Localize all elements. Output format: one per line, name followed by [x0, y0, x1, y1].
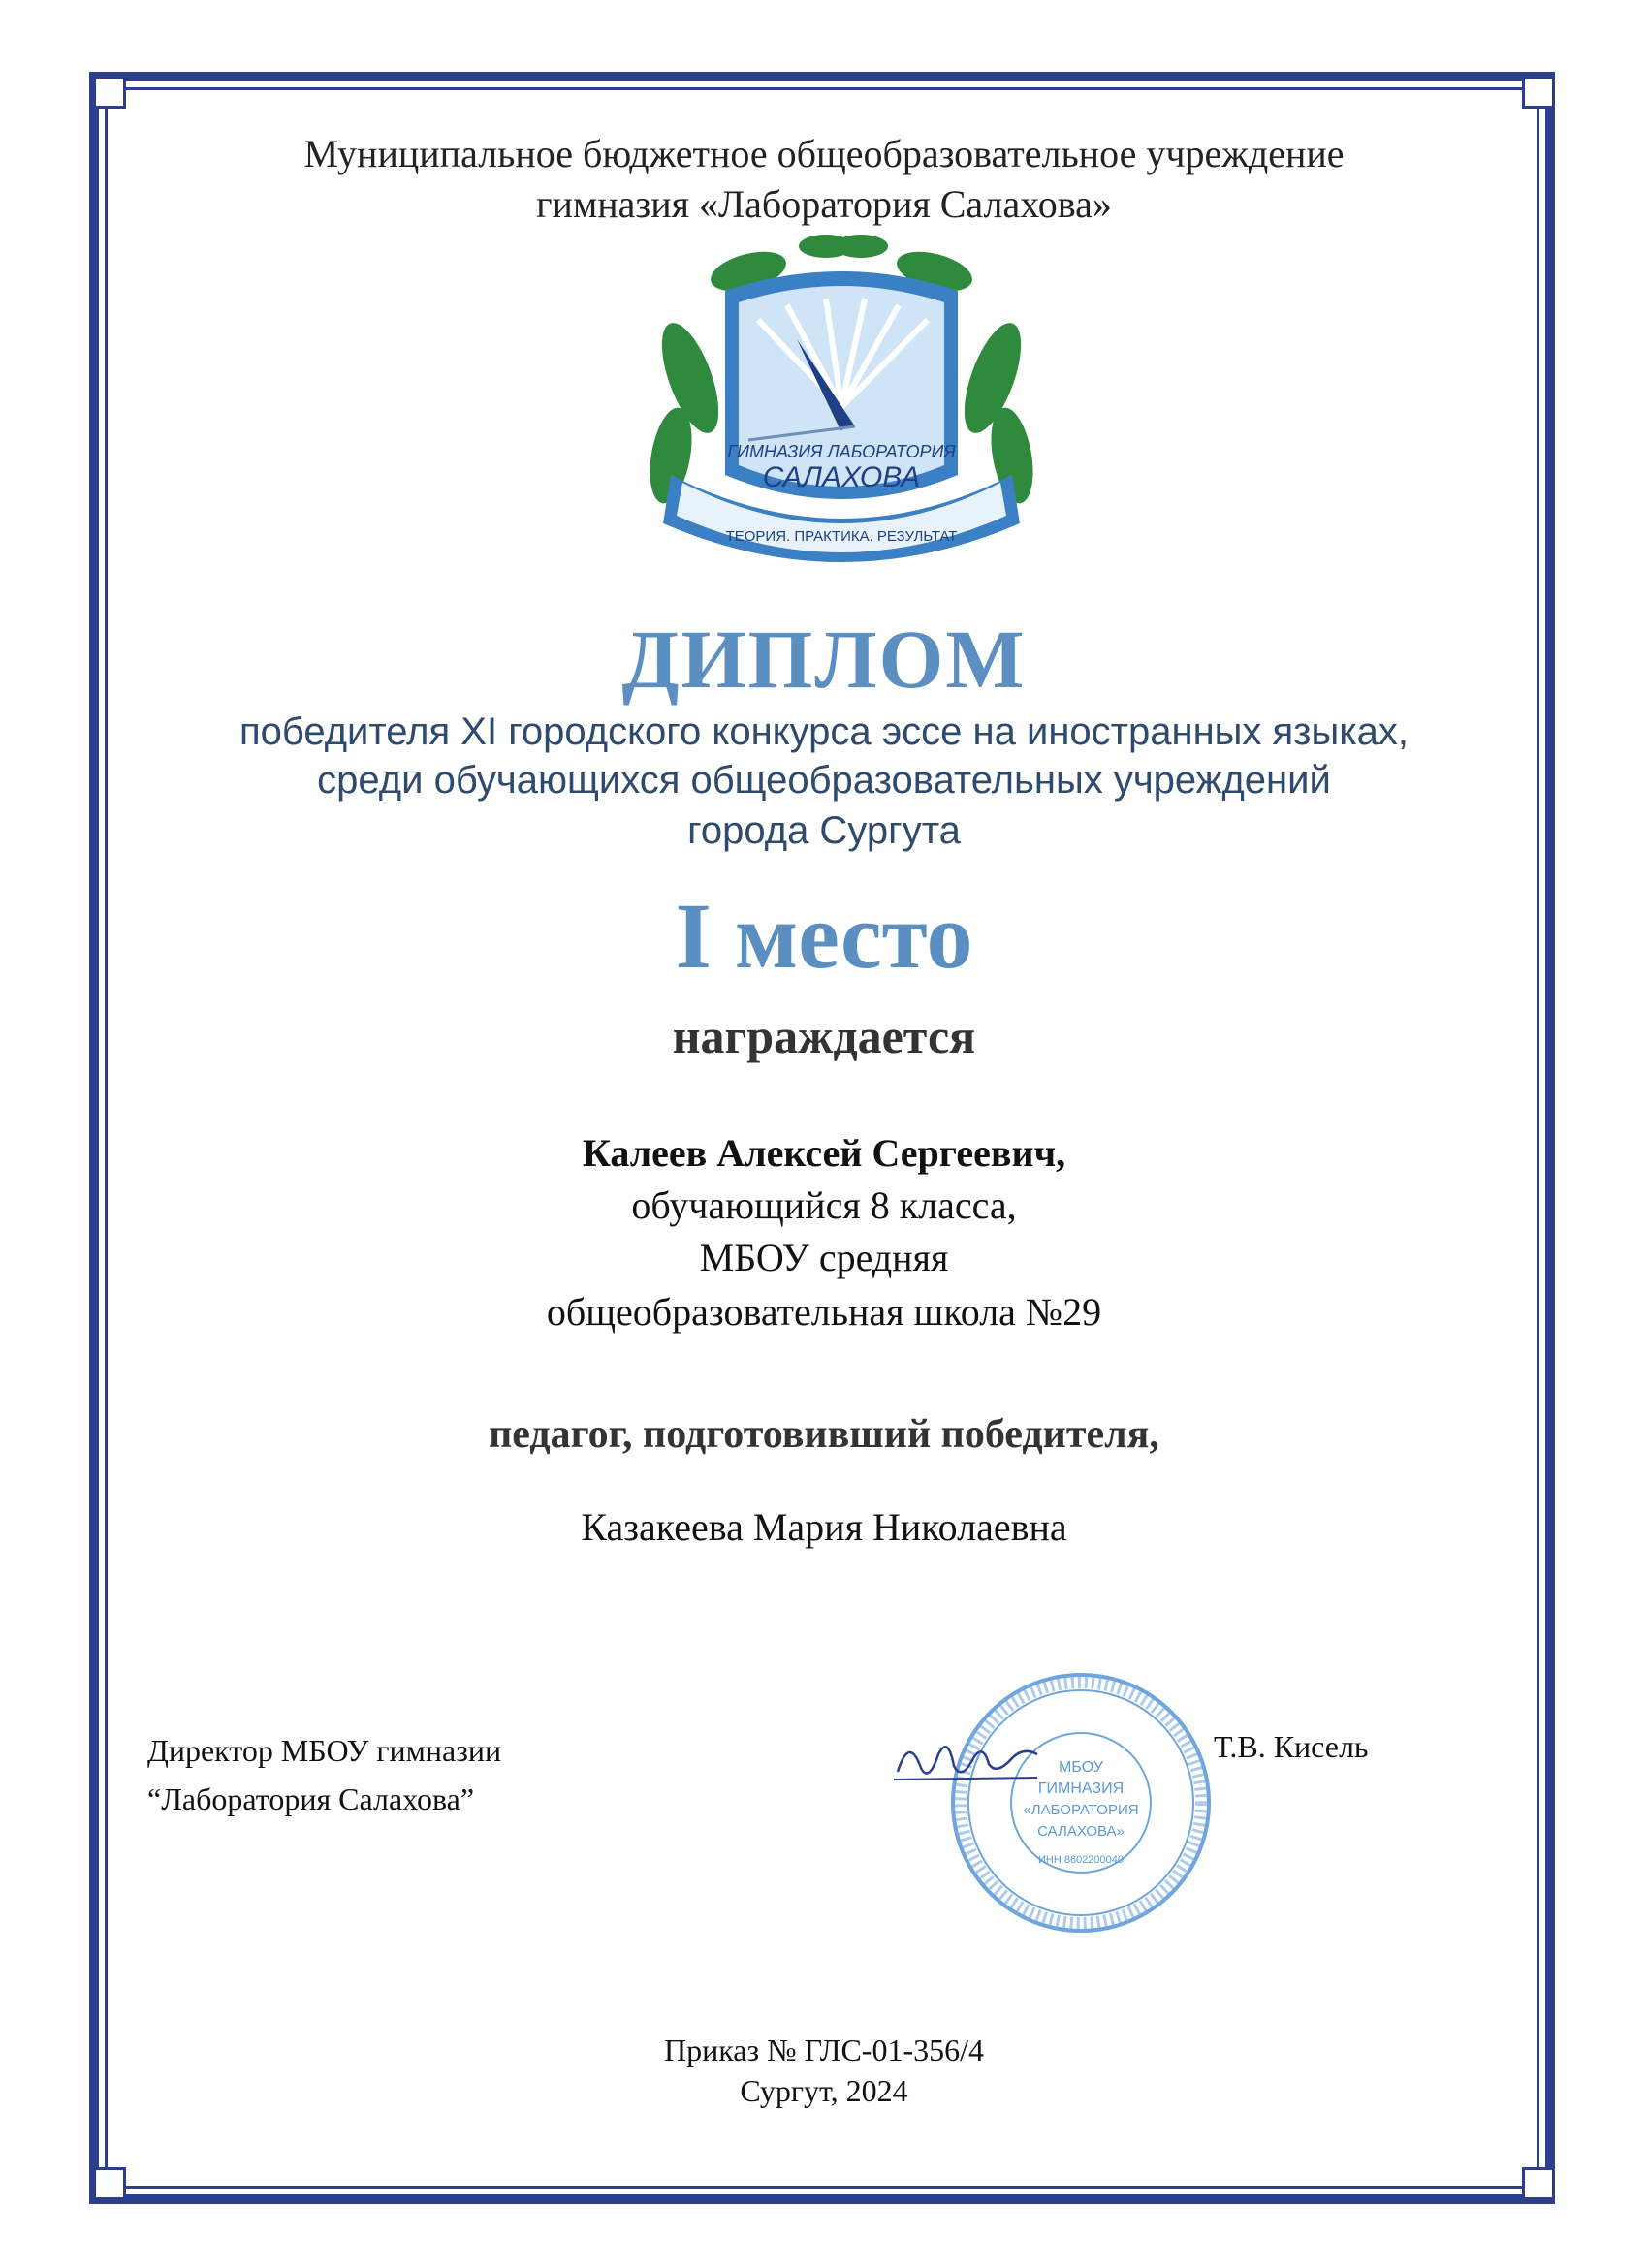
awarded-label: награждается: [672, 1009, 976, 1063]
director-position-line1: Директор МБОУ гимназии: [147, 1733, 502, 1768]
corner-ornament: [93, 2167, 126, 2200]
stamp-inner-line2: ГИМНАЗИЯ: [1037, 1780, 1125, 1797]
diploma-subtitle-line2: среди обучающихся общеобразовательных учреждений: [317, 759, 1331, 802]
director-name: Т.В. Кисель: [1214, 1729, 1369, 1764]
diploma-subtitle-line3: города Сургута: [687, 809, 961, 852]
stamp-inner-line4: САЛАХОВА»: [1037, 1823, 1125, 1840]
winner-name: Калеев Алексей Сергеевич,: [582, 1131, 1066, 1175]
order-number: Приказ № ГЛС-01-356/4: [663, 2032, 984, 2067]
winner-class: обучающийся 8 класса,: [631, 1183, 1017, 1227]
handwritten-signature: [892, 1725, 1047, 1793]
teacher-name: Казакеева Мария Николаевна: [581, 1505, 1067, 1549]
corner-ornament: [93, 76, 126, 109]
winner-school-line2: общеобразовательная школа №29: [546, 1290, 1102, 1334]
diploma-title: ДИПЛОМ: [621, 613, 1027, 706]
emblem-ribbon-text: ТЕОРИЯ. ПРАКТИКА. РЕЗУЛЬТАТ: [725, 528, 958, 545]
winner-school-line1: МБОУ средняя: [699, 1236, 949, 1279]
place-heading: I место: [675, 884, 973, 988]
director-position-line2: “Лаборатория Салахова”: [147, 1781, 475, 1816]
diploma-subtitle-line1: победителя XI городского конкурса эссе на иностранных языках,: [238, 710, 1410, 753]
emblem-top-text: ГИМНАЗИЯ ЛАБОРАТОРИЯ: [727, 442, 956, 461]
corner-ornament: [1522, 2167, 1555, 2200]
teacher-label: педагог, подготовивший победителя,: [489, 1412, 1159, 1457]
corner-ornament: [1522, 76, 1555, 109]
stamp-inner-line1: МБОУ: [1059, 1759, 1103, 1776]
institution-name-line1: Муниципальное бюджетное общеобразовательное учреждение: [303, 132, 1345, 175]
official-stamp: [945, 1667, 1217, 1938]
place-and-year: Сургут, 2024: [740, 2073, 908, 2108]
institution-name-line2: гимназия «Лаборатория Салахова»: [536, 182, 1112, 226]
emblem-main-text: САЛАХОВА: [762, 461, 921, 493]
stamp-inn: ИНН 8602200040: [1037, 1854, 1125, 1866]
school-emblem-icon: [632, 233, 1051, 593]
stamp-inner-line3: «ЛАБОРАТОРИЯ: [1023, 1802, 1139, 1818]
